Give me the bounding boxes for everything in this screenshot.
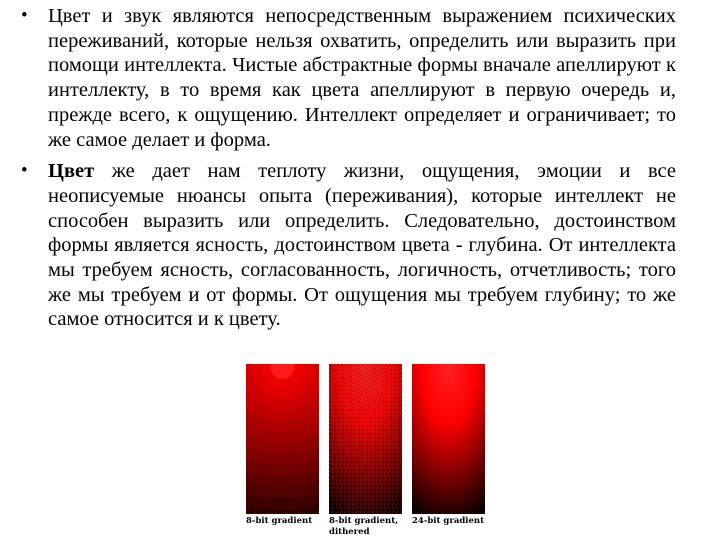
gradient-smooth [412, 364, 485, 514]
paragraph-body: Цвет и звук являются непосредственным выражением психических переживаний, которые нельзя охватить, определить или выразить при помощи интеллекта. Чистые абстрактные формы вначале апеллируют к интеллекту, в то время как цвета апеллируют в первую очередь и, прежде всего, к ощущению. Интеллект определяет и ограничивает; то же самое делает и форма. [48, 5, 676, 151]
paragraph-body: же дает нам теплоту жизни, ощущения, эмоции и все неописуемые нюансы опыта (переживания), которые интеллект не способен выразить или определить. Следовательно, достоинством формы является ясность, достоинством цвета - глубина. От интеллекта мы требуем ясность, согласованность, логичность, отчетливость; того же мы требуем и от формы. От ощущения мы требуем глубину; то же самое относится и к цвету. [48, 160, 676, 331]
bullet-item [21, 159, 676, 332]
bullet-icon: • [21, 160, 28, 182]
bullet-icon: • [21, 5, 28, 26]
bullet-list [21, 4, 676, 339]
bullet-item [21, 4, 676, 152]
gradient-caption: 8-bit gradient [246, 516, 313, 526]
gradient-caption: 24-bit gradient [412, 516, 485, 526]
gradient-dithered [329, 364, 402, 514]
paragraph-text [48, 159, 676, 332]
gradient-comparison-figure [246, 364, 678, 540]
gradient-banded [246, 364, 319, 514]
paragraph-text [48, 4, 676, 152]
gradient-caption: 8-bit gradient, dithered [329, 516, 399, 537]
paragraph-lead: Цвет [48, 160, 95, 183]
